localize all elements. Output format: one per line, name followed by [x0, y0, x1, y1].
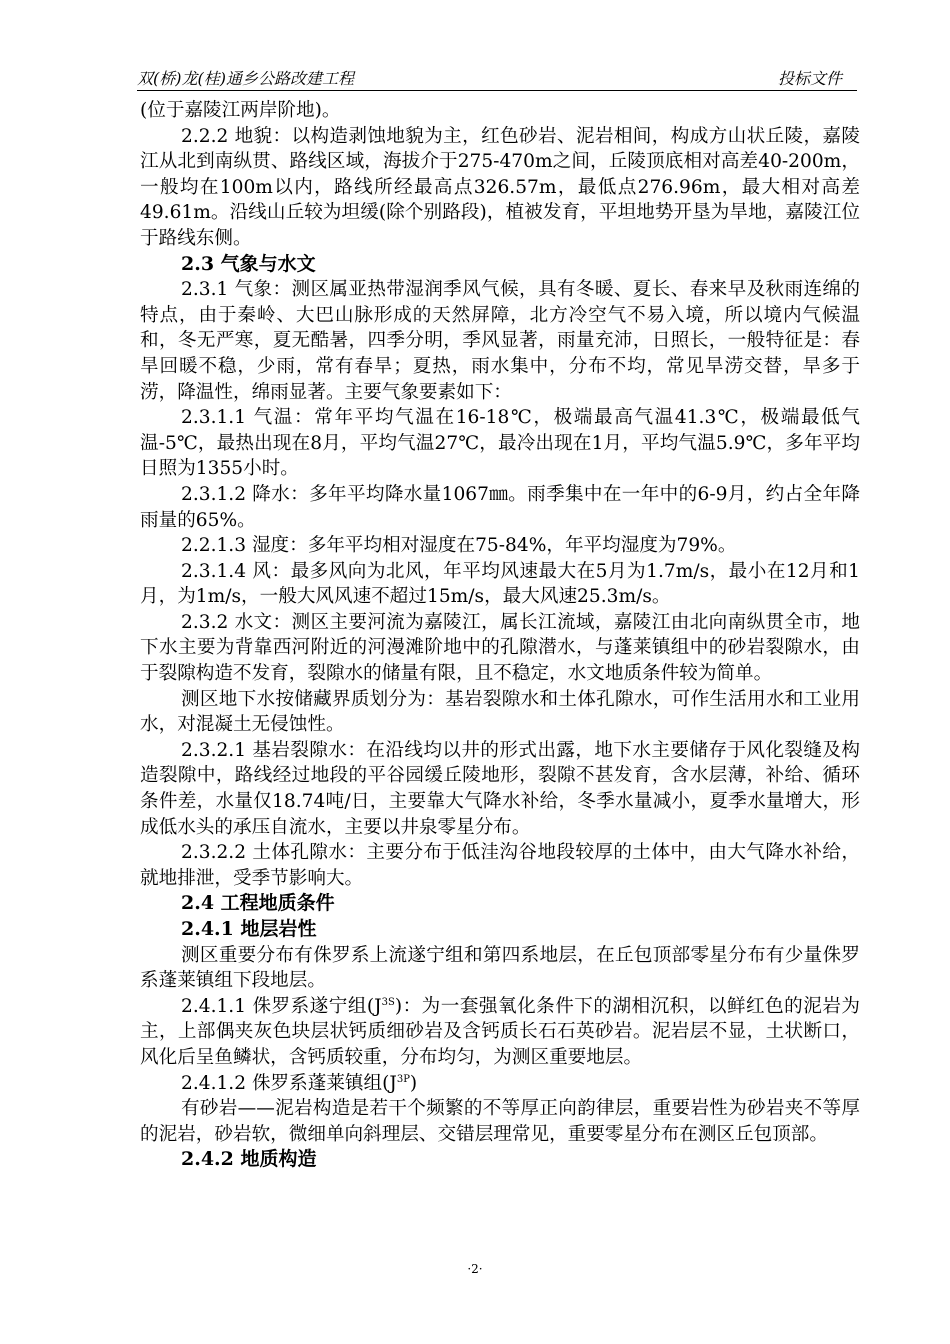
text-segment: 2.4.1.1 侏罗系遂宁组(J [181, 995, 382, 1017]
paragraph: (位于嘉陵江两岸阶地)。 [140, 100, 341, 121]
paragraph-pore-water: 2.3.2.2 土体孔隙水：主要分布于低洼沟谷地段较厚的土体中，由大气降水补给，就地排泄，受季节影响大。 [140, 842, 860, 889]
paragraph-temperature: 2.3.1.1 气温：常年平均气温在16-18℃，极端最高气温41.3℃，极端最低气温-5℃，最热出现在8月，平均气温27℃，最冷出现在1月，平均气温5.9℃，多年平均日照为1355小时。 [140, 407, 860, 480]
header-project-title: 双(桥)龙(桂)通乡公路改建工程 [137, 69, 354, 88]
paragraph-sandstone: 有砂岩——泥岩构造是若干个频繁的不等厚正向韵律层，重要岩性为砂岩夹不等厚的泥岩，砂岩软，微细单向斜理层、交错层理常见，重要零星分布在测区丘包顶部。 [140, 1098, 860, 1145]
text-segment: )：为一套强氧化条件下的湖相沉积，以鲜红色的泥岩为主，上部偶夹灰色块层状钙质细砂岩及含钙质长石石英砂岩。泥岩层不显，土状断口，风化后呈鱼鳞状，含钙质较重，分布均匀，为测区重要地层。 [140, 995, 861, 1068]
superscript: 3P [396, 1073, 410, 1085]
paragraph-penglaizhen-formation [140, 1071, 860, 1097]
text-segment: ) [409, 1072, 418, 1094]
text-segment: 2.4.1.2 侏罗系蓬莱镇组(J [181, 1072, 397, 1094]
superscript: 3S [381, 996, 395, 1008]
paragraph-hydrology: 2.3.2 水文：测区主要河流为嘉陵江，属长江流域，嘉陵江由北向南纵贯全市，地下水主要为背靠西河附近的河漫滩阶地中的孔隙潜水，与蓬莱镇组中的砂岩裂隙水，由于裂隙构造不发育，裂隙水的储量有限，且不稳定，水文地质条件较为简单。 [140, 611, 860, 685]
paragraph-groundwater: 测区地下水按储藏界质划分为：基岩裂隙水和土体孔隙水，可作生活用水和工业用水，对混凝土无侵蚀性。 [140, 688, 860, 736]
header-doc-type: 投标文件 [777, 69, 842, 88]
section-heading-geology: 2.4 工程地质条件 [181, 892, 335, 915]
paragraph-precipitation: 2.3.1.2 降水：多年平均降水量1067㎜。雨季集中在一年中的6-9月，约占全年降雨量的65%。 [140, 483, 860, 531]
page-number: ·2· [467, 1262, 483, 1276]
paragraph-humidity: 2.2.1.3 湿度：多年平均相对湿度在75-84%，年平均湿度为79%。 [181, 535, 737, 557]
paragraph-suining-formation [140, 994, 860, 1071]
section-heading-strata: 2.4.1 地层岩性 [181, 918, 317, 940]
section-heading-climate-hydrology: 2.3 气象与水文 [181, 252, 316, 275]
paragraph-bedrock-water: 2.3.2.1 基岩裂隙水：在沿线均以井的形式出露，地下水主要储存于风化裂缝及构造裂隙中，路线经过地段的平谷园缓丘陵地形，裂隙不甚发育，含水层薄，补给、循环条件差，水量仅18.74吨/日，主要靠大气降水补给，冬季水量减小，夏季水量增大，形成低水头的承压自流水，主要以井泉零星分布。 [140, 739, 860, 838]
document-body [140, 98, 860, 1173]
section-heading-structure: 2.4.2 地质构造 [181, 1148, 317, 1171]
paragraph-landform: 2.2.2 地貌：以构造剥蚀地貌为主，红色砂岩、泥岩相间，构成方山状丘陵，嘉陵江从北到南纵贯、路线区域，海拔介于275-470m之间，丘陵顶底相对高差40-200m，一般均在100m以内，路线所经最高点326.57m，最低点276.96m，最大相对高差49.61m。沿线山丘较为坦缓(除个别路段)，植被发育，平坦地势开垦为旱地，嘉陵江位于路线东侧。 [140, 125, 860, 249]
paragraph-wind: 2.3.1.4 风：最多风向为北风，年平均风速最大在5月为1.7m/s，最小在12月和1月，为1m/s，一般大风风速不超过15m/s，最大风速25.3m/s。 [140, 560, 860, 608]
paragraph-strata-overview: 测区重要分布有侏罗系上流遂宁组和第四系地层，在丘包顶部零星分布有少量侏罗系蓬莱镇组下段地层。 [140, 944, 860, 992]
paragraph-climate: 2.3.1 气象：测区属亚热带湿润季风气候，具有冬暖、夏长、春来早及秋雨连绵的特点，由于秦岭、大巴山脉形成的天然屏障，北方冷空气不易入境，所以境内气候温和，冬无严寒，夏无酷暑，四季分明，季风显著，雨量充沛，日照长，一般特征是：春旱回暖不稳，少雨，常有春旱；夏热，雨水集中，分布不均，常见旱涝交替，旱多于涝，降温性，绵雨显著。主要气象要素如下： [140, 279, 860, 403]
header-divider [137, 90, 857, 91]
